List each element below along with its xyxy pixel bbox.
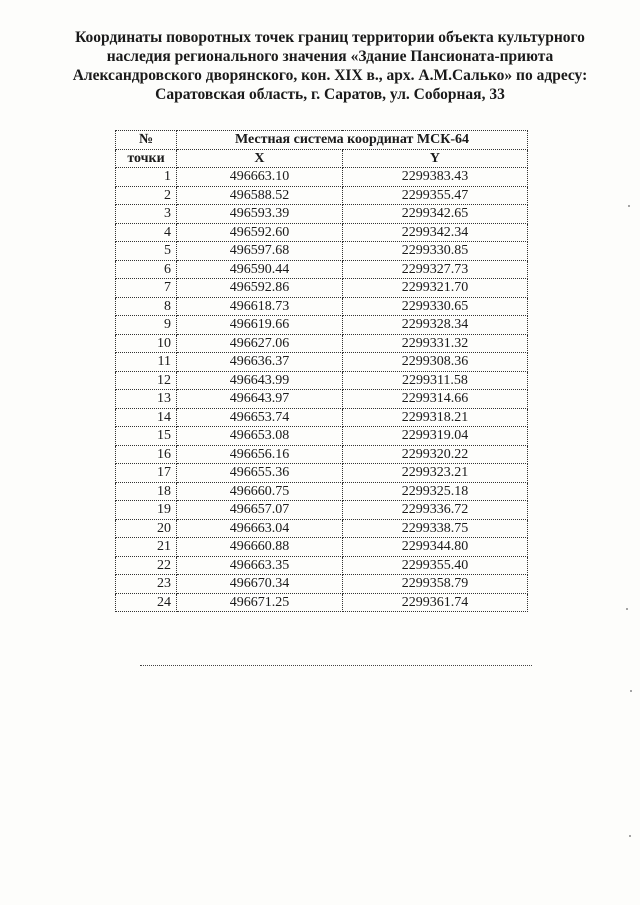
title-line: Саратовская область, г. Саратов, ул. Соборная, 33 (155, 86, 505, 103)
table-row (116, 501, 528, 520)
table-row (116, 390, 528, 409)
x-coordinate-cell: 496663.35 (177, 556, 343, 575)
point-number-cell: 1 (116, 168, 177, 187)
y-coordinate-cell: 2299330.65 (342, 297, 527, 316)
y-coordinate-cell: 2299311.58 (342, 371, 527, 390)
x-column-header: X (177, 149, 343, 168)
point-number-cell: 16 (116, 445, 177, 464)
x-coordinate-cell: 496636.37 (177, 353, 343, 372)
y-column-header: Y (342, 149, 527, 168)
table-row (116, 371, 528, 390)
x-coordinate-cell: 496670.34 (177, 575, 343, 594)
table-row (116, 593, 528, 612)
scan-speck (629, 835, 631, 837)
y-coordinate-cell: 2299355.47 (342, 186, 527, 205)
point-number-cell: 13 (116, 390, 177, 409)
coordinate-system-header: Местная система координат МСК-64 (177, 131, 528, 150)
scan-speck (630, 690, 632, 692)
x-coordinate-cell: 496643.99 (177, 371, 343, 390)
y-coordinate-cell: 2299342.65 (342, 205, 527, 224)
y-coordinate-cell: 2299330.85 (342, 242, 527, 261)
y-coordinate-cell: 2299355.40 (342, 556, 527, 575)
y-coordinate-cell: 2299331.32 (342, 334, 527, 353)
point-number-header: № (116, 131, 177, 150)
table-subheader-row (116, 149, 528, 168)
y-coordinate-cell: 2299308.36 (342, 353, 527, 372)
y-coordinate-cell: 2299327.73 (342, 260, 527, 279)
table-row (116, 186, 528, 205)
point-number-cell: 18 (116, 482, 177, 501)
x-coordinate-cell: 496643.97 (177, 390, 343, 409)
point-number-cell: 2 (116, 186, 177, 205)
y-coordinate-cell: 2299336.72 (342, 501, 527, 520)
point-number-cell: 20 (116, 519, 177, 538)
table-row (116, 445, 528, 464)
table-row (116, 353, 528, 372)
y-coordinate-cell: 2299321.70 (342, 279, 527, 298)
x-coordinate-cell: 496657.07 (177, 501, 343, 520)
x-coordinate-cell: 496653.08 (177, 427, 343, 446)
point-number-cell: 17 (116, 464, 177, 483)
point-number-cell: 24 (116, 593, 177, 612)
point-number-cell: 9 (116, 316, 177, 335)
x-coordinate-cell: 496592.60 (177, 223, 343, 242)
table-row (116, 408, 528, 427)
point-number-subheader: точки (116, 149, 177, 168)
point-number-cell: 7 (116, 279, 177, 298)
point-number-cell: 12 (116, 371, 177, 390)
x-coordinate-cell: 496593.39 (177, 205, 343, 224)
y-coordinate-cell: 2299323.21 (342, 464, 527, 483)
point-number-cell: 3 (116, 205, 177, 224)
point-number-cell: 11 (116, 353, 177, 372)
x-coordinate-cell: 496653.74 (177, 408, 343, 427)
y-coordinate-cell: 2299325.18 (342, 482, 527, 501)
point-number-cell: 15 (116, 427, 177, 446)
separator-line (140, 665, 532, 666)
table-row (116, 427, 528, 446)
y-coordinate-cell: 2299320.22 (342, 445, 527, 464)
table-row (116, 519, 528, 538)
point-number-cell: 21 (116, 538, 177, 557)
point-number-cell: 14 (116, 408, 177, 427)
y-coordinate-cell: 2299318.21 (342, 408, 527, 427)
table-row (116, 482, 528, 501)
coordinates-table (115, 130, 528, 612)
y-coordinate-cell: 2299344.80 (342, 538, 527, 557)
table-row (116, 334, 528, 353)
table-row (116, 538, 528, 557)
x-coordinate-cell: 496656.16 (177, 445, 343, 464)
x-coordinate-cell: 496597.68 (177, 242, 343, 261)
point-number-cell: 5 (116, 242, 177, 261)
x-coordinate-cell: 496663.10 (177, 168, 343, 187)
table-row (116, 242, 528, 261)
x-coordinate-cell: 496660.75 (177, 482, 343, 501)
table-header-row (116, 131, 528, 150)
x-coordinate-cell: 496619.66 (177, 316, 343, 335)
x-coordinate-cell: 496590.44 (177, 260, 343, 279)
table-row (116, 464, 528, 483)
x-coordinate-cell: 496663.04 (177, 519, 343, 538)
y-coordinate-cell: 2299338.75 (342, 519, 527, 538)
point-number-cell: 8 (116, 297, 177, 316)
x-coordinate-cell: 496592.86 (177, 279, 343, 298)
table-row (116, 575, 528, 594)
point-number-cell: 10 (116, 334, 177, 353)
scan-speck (626, 608, 628, 610)
table-row (116, 316, 528, 335)
table-row (116, 260, 528, 279)
title-line: Координаты поворотных точек границ территории объекта культурного (75, 29, 585, 46)
document-title (40, 28, 620, 104)
table-row (116, 223, 528, 242)
point-number-cell: 22 (116, 556, 177, 575)
point-number-cell: 6 (116, 260, 177, 279)
y-coordinate-cell: 2299361.74 (342, 593, 527, 612)
y-coordinate-cell: 2299319.04 (342, 427, 527, 446)
y-coordinate-cell: 2299383.43 (342, 168, 527, 187)
x-coordinate-cell: 496671.25 (177, 593, 343, 612)
table-body (116, 168, 528, 612)
table-row (116, 556, 528, 575)
title-line: наследия регионального значения «Здание Пансионата-приюта (106, 48, 554, 65)
x-coordinate-cell: 496660.88 (177, 538, 343, 557)
table-row (116, 168, 528, 187)
title-line: Александровского дворянского, кон. XIX в., арх. А.М.Салько» по адресу: (72, 67, 588, 84)
point-number-cell: 19 (116, 501, 177, 520)
table-row (116, 205, 528, 224)
x-coordinate-cell: 496618.73 (177, 297, 343, 316)
scan-speck (628, 205, 630, 207)
x-coordinate-cell: 496655.36 (177, 464, 343, 483)
y-coordinate-cell: 2299328.34 (342, 316, 527, 335)
y-coordinate-cell: 2299314.66 (342, 390, 527, 409)
table-row (116, 297, 528, 316)
y-coordinate-cell: 2299358.79 (342, 575, 527, 594)
table-row (116, 279, 528, 298)
x-coordinate-cell: 496627.06 (177, 334, 343, 353)
x-coordinate-cell: 496588.52 (177, 186, 343, 205)
point-number-cell: 4 (116, 223, 177, 242)
point-number-cell: 23 (116, 575, 177, 594)
y-coordinate-cell: 2299342.34 (342, 223, 527, 242)
